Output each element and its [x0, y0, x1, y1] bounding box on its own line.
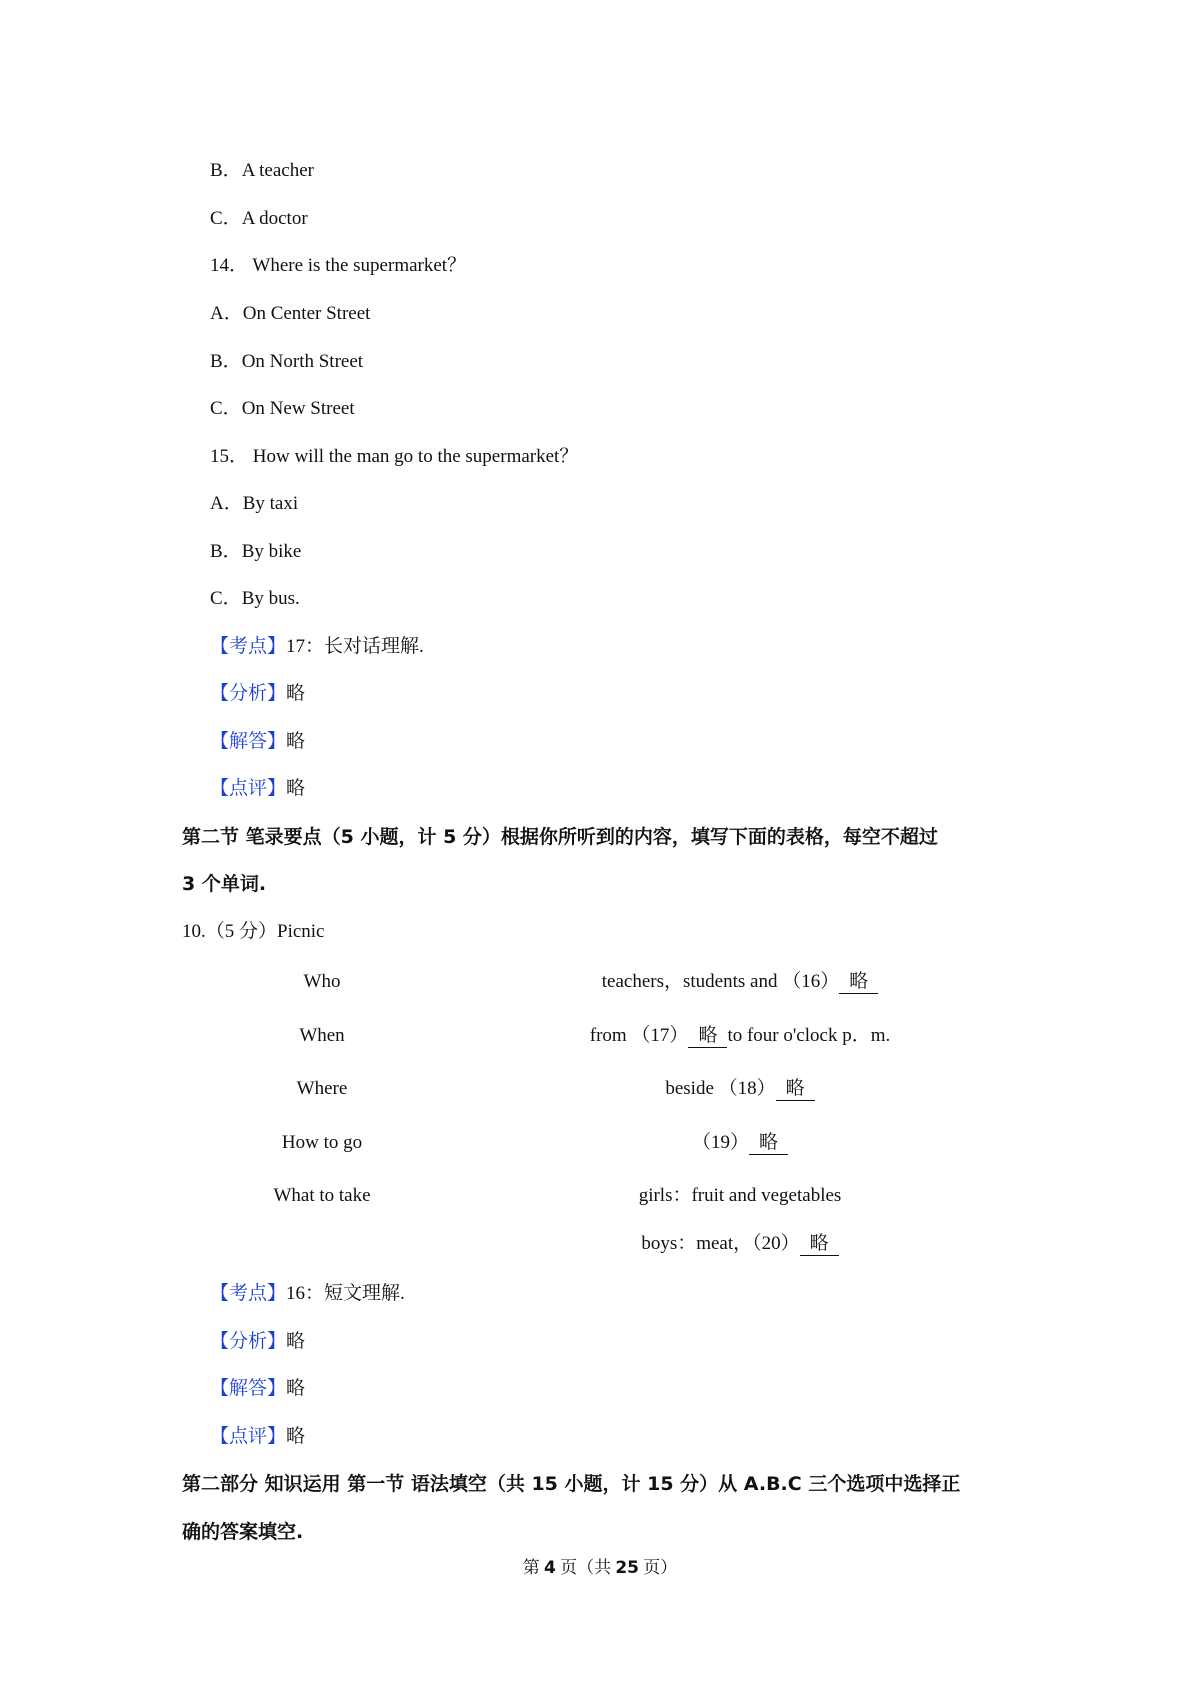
q15-question: 15． How will the man go to the supermarket？ — [210, 446, 579, 467]
q10-heading: 10.（5 分）Picnic — [182, 921, 325, 942]
answer-blank: 略 — [839, 971, 878, 994]
q15-option-b: B．By bike — [210, 541, 302, 562]
table-row-label: Where — [296, 1078, 348, 1099]
section2-heading-line2: 3 个单词. — [182, 873, 267, 895]
analysis1-fenxi: 【分析】略 — [210, 683, 306, 704]
table-row-label: How to go — [281, 1132, 363, 1153]
page-number: 4 — [543, 1558, 556, 1578]
table-row-label: When — [299, 1025, 345, 1046]
answer-blank: 略 — [776, 1078, 815, 1101]
table-row-label: What to take — [273, 1185, 371, 1206]
q14-option-a: A．On Center Street — [210, 303, 371, 324]
q13-option-c: C．A doctor — [210, 208, 308, 229]
table-row-value: beside （18） 略 — [520, 1076, 960, 1102]
analysis1-kaodian: 【考点】17：长对话理解. — [210, 636, 424, 657]
q13-option-b: B．A teacher — [210, 160, 314, 181]
page-total: 25 — [615, 1558, 639, 1578]
q14-question: 14． Where is the supermarket？ — [210, 255, 467, 276]
q14-option-b: B．On North Street — [210, 351, 364, 372]
q14-option-c: C．On New Street — [210, 398, 355, 419]
table-row-value: girls：fruit and vegetables — [638, 1185, 842, 1206]
q15-option-c: C．By bus. — [210, 588, 300, 609]
part2-heading-line1: 第二部分 知识运用 第一节 语法填空（共 15 小题，计 15 分）从 A.B.C 三个选项中选择正 — [182, 1473, 961, 1495]
analysis2-dianping: 【点评】略 — [210, 1426, 306, 1447]
table-row-value: boys：meat，（20） 略 — [520, 1231, 960, 1257]
analysis1-jieda: 【解答】略 — [210, 731, 306, 752]
analysis2-kaodian: 【考点】16：短文理解. — [210, 1283, 405, 1304]
section2-heading-line1: 第二节 笔录要点（5 小题，计 5 分）根据你所听到的内容，填写下面的表格，每空不超过 — [182, 826, 938, 848]
table-row-value: from （17） 略 to four o'clock p．m. — [589, 1025, 891, 1046]
q15-option-a: A．By taxi — [210, 493, 299, 514]
table-row-value: （19） 略 — [520, 1130, 960, 1156]
answer-blank: 略 — [800, 1233, 839, 1256]
analysis2-jieda: 【解答】略 — [210, 1378, 306, 1399]
analysis1-dianping: 【点评】略 — [210, 778, 306, 799]
answer-blank: 略 — [688, 1025, 727, 1048]
table-row-label: Who — [303, 971, 341, 992]
analysis2-fenxi: 【分析】略 — [210, 1331, 306, 1352]
table-row-value: teachers，students and （16） 略 — [520, 969, 960, 995]
answer-blank: 略 — [749, 1132, 788, 1155]
page-footer: 第 4 页（共 25 页） — [522, 1558, 678, 1578]
part2-heading-line2: 确的答案填空. — [182, 1521, 304, 1543]
